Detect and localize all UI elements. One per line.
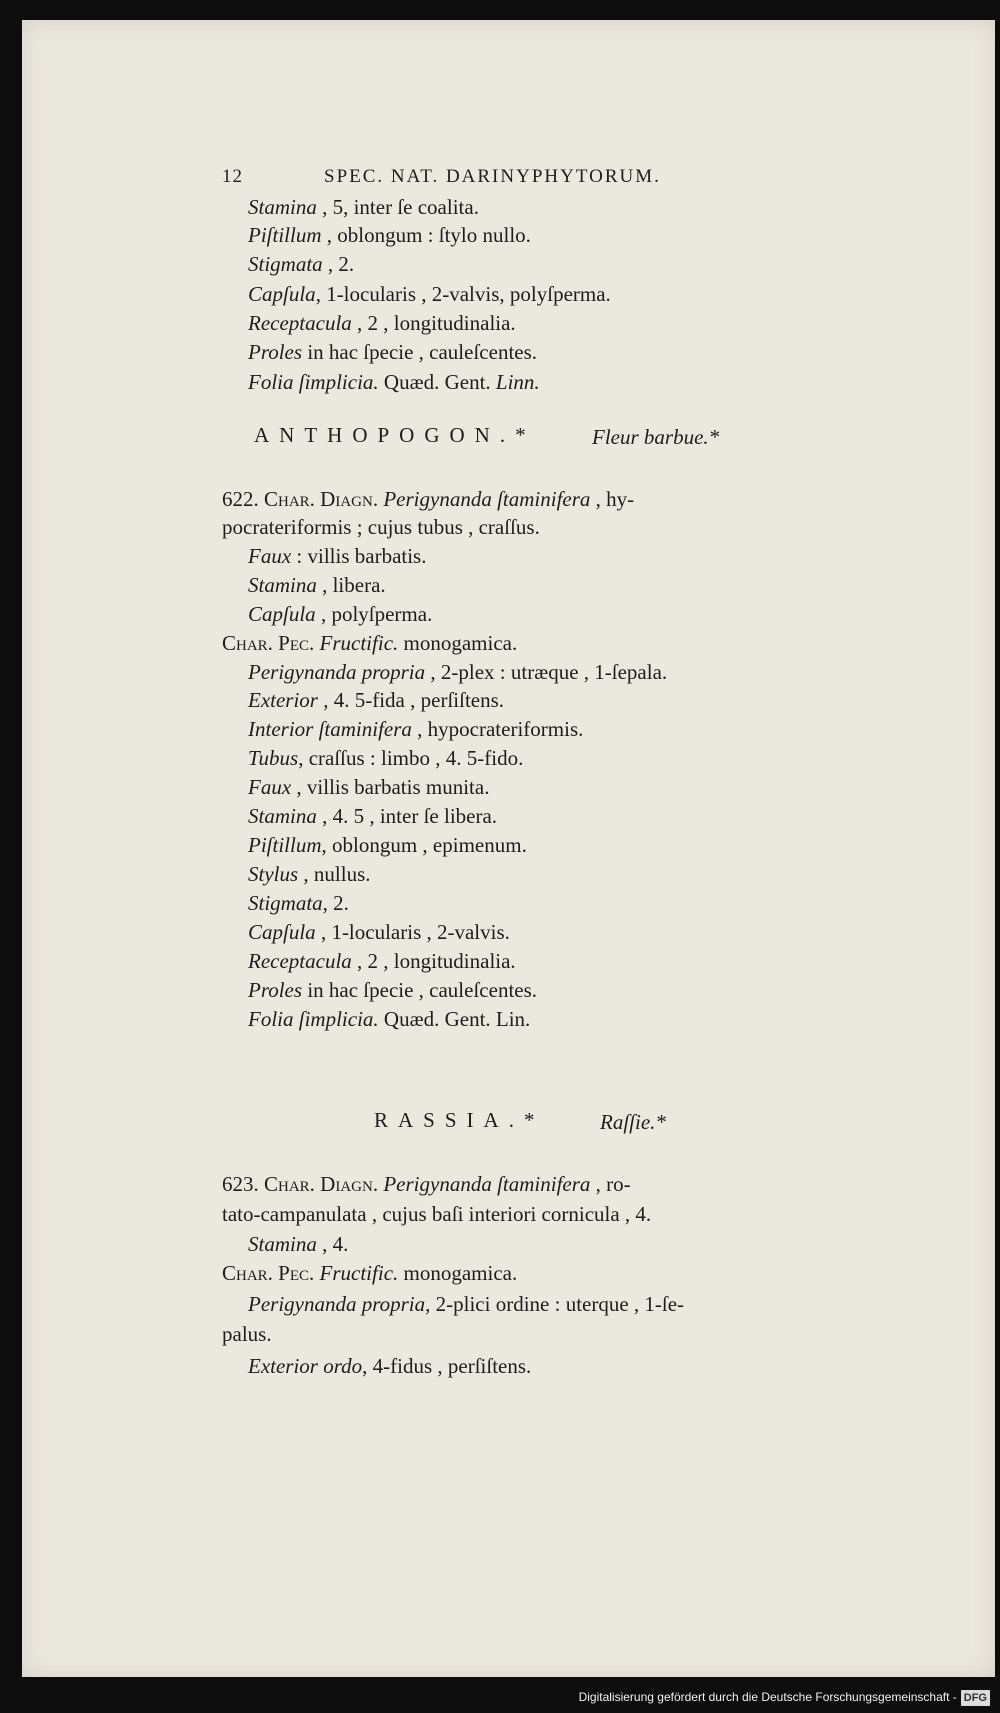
diagnosis-continuation: tato-campanulata , cujus baſi interiori cornicula , 4. — [222, 1202, 652, 1226]
entry-term: Stamina — [248, 1232, 317, 1256]
entry-line — [248, 195, 479, 220]
entry-line — [248, 544, 426, 569]
genus-heading: RASSIA.* — [374, 1108, 545, 1132]
entry-term: Faux — [248, 775, 292, 799]
entry-line — [248, 252, 354, 277]
entry-term: Receptacula — [248, 949, 352, 973]
char-pec-line — [222, 631, 517, 656]
entry-term: Stigmata — [248, 891, 323, 915]
entry-line — [248, 223, 531, 248]
entry-term: Exterior ordo — [248, 1354, 363, 1378]
entry-term: Stamina — [248, 195, 317, 219]
entry-author: Linn. — [495, 370, 540, 394]
entry-term: Capſula — [248, 602, 316, 626]
entry-line — [248, 920, 510, 945]
entry-text: Quæd. Gent. Lin. — [378, 1007, 531, 1031]
entry-text: , oblongum : ſtylo nullo. — [321, 223, 531, 247]
genus-french-name — [600, 1110, 666, 1135]
entry-term: Exterior — [248, 688, 318, 712]
char-label: Char. Pec. — [222, 1261, 315, 1285]
entry-term: Faux — [248, 544, 292, 568]
entry-line — [248, 340, 537, 365]
entry-text: , villis barbatis munita. — [291, 775, 490, 799]
entry-text: , libera. — [316, 573, 386, 597]
entry-text: , 2 , longitudinalia. — [351, 949, 516, 973]
entry-text: , hy- — [590, 487, 635, 511]
entry-term: Fructific. — [319, 631, 399, 655]
entry-text: , 1-locularis , 2-valvis, polyſperma. — [315, 282, 611, 306]
entry-text: : villis barbatis. — [291, 544, 427, 568]
entry-term: Piſtillum — [248, 223, 322, 247]
dfg-logo: DFG — [961, 1690, 990, 1706]
entry-text: , 4-fidus , perſiſtens. — [362, 1354, 532, 1378]
entry-text: , polyſperma. — [315, 602, 433, 626]
char-pec-line — [222, 1261, 517, 1286]
entry-number: 623. — [222, 1172, 259, 1196]
running-title: SPEC. NAT. DARINYPHYTORUM. — [324, 166, 661, 187]
entry-text: in hac ſpecie , cauleſcentes. — [302, 340, 538, 364]
entry-text: , ro- — [590, 1172, 631, 1196]
diagnosis-line — [222, 1172, 631, 1197]
genus-heading: ANTHOPOGON.* — [254, 423, 536, 447]
entry-line — [248, 1292, 684, 1317]
entry-text: , 2 , longitudinalia. — [351, 311, 516, 335]
char-label: Char. Diagn. — [264, 487, 379, 511]
entry-line — [248, 717, 583, 742]
char-label: Char. Pec. — [222, 631, 315, 655]
entry-line — [248, 1007, 530, 1032]
entry-text: , 4. 5-fida , perſiſtens. — [317, 688, 505, 712]
entry-term: Folia ſimplicia. — [248, 370, 379, 394]
french-name-text: Raſſie.* — [600, 1110, 666, 1134]
entry-text: , oblongum , epimenum. — [321, 833, 527, 857]
entry-line — [248, 660, 667, 685]
page-number: 12 — [222, 166, 243, 187]
book-page — [22, 20, 995, 1677]
entry-term: Piſtillum — [248, 833, 322, 857]
entry-term: Fructific. — [319, 1261, 399, 1285]
entry-text: , 2. — [322, 891, 349, 915]
entry-line — [248, 573, 386, 598]
entry-term: Stylus — [248, 862, 299, 886]
entry-text: , 1-locularis , 2-valvis. — [315, 920, 510, 944]
entry-text: monogamica. — [398, 631, 518, 655]
entry-text: , 4. 5 , inter ſe libera. — [316, 804, 498, 828]
entry-text: , 2. — [322, 252, 355, 276]
entry-term: Stamina — [248, 573, 317, 597]
entry-term: Receptacula — [248, 311, 352, 335]
entry-line — [248, 602, 432, 627]
entry-term: Proles — [248, 340, 303, 364]
credit-text: Digitalisierung gefördert durch die Deutsche Forschungsgemeinschaft - — [578, 1690, 957, 1704]
diagnosis-line — [222, 487, 634, 512]
entry-term: Capſula — [248, 282, 316, 306]
diagnosis-continuation: pocrateriformis ; cujus tubus , craſſus. — [222, 515, 540, 539]
entry-continuation: palus. — [222, 1322, 272, 1346]
entry-text: , 2-plex : utræque , 1-ſepala. — [425, 660, 668, 684]
entry-term: Interior ſtaminifera — [248, 717, 412, 741]
entry-line — [248, 862, 371, 887]
entry-text: monogamica. — [398, 1261, 518, 1285]
entry-text: , craſſus : limbo , 4. 5-fido. — [298, 746, 524, 770]
entry-line — [248, 370, 540, 395]
digitization-credit — [579, 1683, 990, 1711]
entry-term: Perigynanda ſtaminifera — [383, 487, 591, 511]
entry-term: Perigynanda propria — [248, 1292, 426, 1316]
entry-line — [248, 978, 537, 1003]
entry-text: in hac ſpecie , cauleſcentes. — [302, 978, 538, 1002]
entry-line — [248, 833, 527, 858]
entry-line — [248, 282, 611, 307]
entry-line — [248, 1354, 531, 1379]
entry-term: Stigmata — [248, 252, 323, 276]
entry-line — [248, 1232, 348, 1257]
entry-term: Stamina — [248, 804, 317, 828]
entry-line — [248, 949, 516, 974]
entry-line — [248, 688, 504, 713]
entry-line — [248, 746, 523, 771]
entry-term: Capſula — [248, 920, 316, 944]
entry-text: Quæd. Gent. — [378, 370, 496, 394]
entry-text: , nullus. — [298, 862, 371, 886]
entry-number: 622. — [222, 487, 259, 511]
entry-term: Tubus — [248, 746, 299, 770]
entry-text: , 2-plici ordine : uterque , 1-ſe- — [425, 1292, 685, 1316]
entry-line — [248, 891, 349, 916]
genus-french-name — [592, 425, 719, 450]
french-name-text: Fleur barbue.* — [592, 425, 720, 449]
entry-term: Perigynanda propria — [248, 660, 426, 684]
entry-text: , 5, inter ſe coalita. — [316, 195, 479, 219]
char-label: Char. Diagn. — [264, 1172, 379, 1196]
entry-term: Perigynanda ſtaminifera — [383, 1172, 591, 1196]
entry-line — [248, 775, 489, 800]
entry-line — [248, 311, 516, 336]
entry-text: , 4. — [316, 1232, 349, 1256]
entry-line — [248, 804, 497, 829]
entry-term: Folia ſimplicia. — [248, 1007, 379, 1031]
entry-text: , hypocrateriformis. — [411, 717, 584, 741]
entry-term: Proles — [248, 978, 303, 1002]
